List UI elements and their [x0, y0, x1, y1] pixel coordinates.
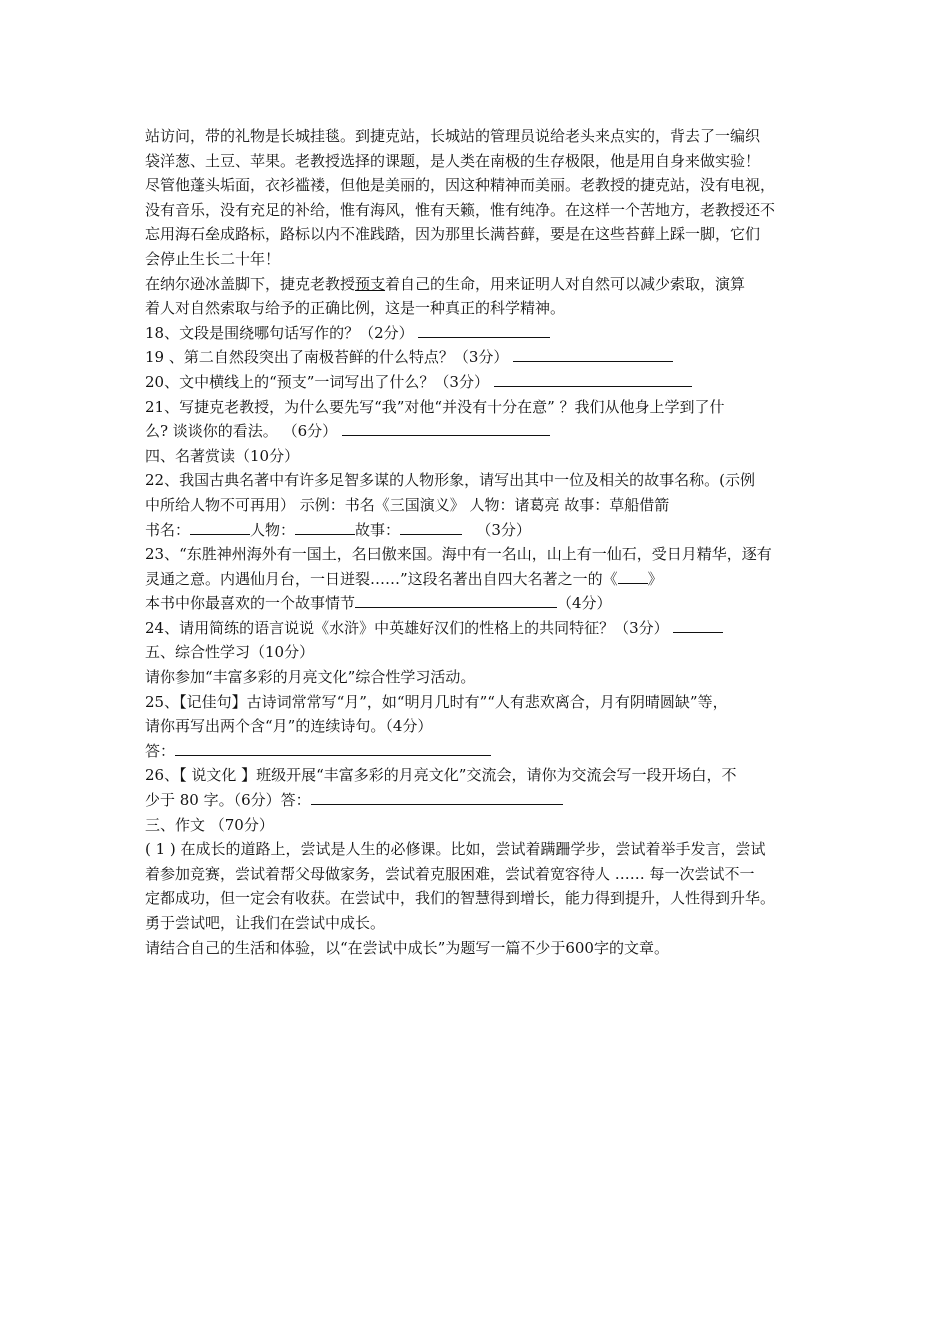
question-23-story	[145, 591, 815, 616]
underlined-word: 预支	[355, 274, 386, 293]
question-text: 20、文中横线上的“预支”一词写出了什么？（3分）	[145, 372, 489, 391]
field-label: 故事：	[355, 520, 401, 539]
score-label: （4分）	[557, 594, 612, 613]
question-text: 少于 80 字。（6分）答：	[145, 791, 311, 810]
question-26-cont	[145, 788, 815, 813]
section-intro: 请你参加“丰富多彩的月亮文化”综合性学习活动。	[145, 668, 476, 687]
passage-text: 着自己的生命，用来证明人对自然可以减少索取，演算	[385, 274, 746, 293]
essay-line: 勇于尝试吧，让我们在尝试中成长。	[145, 914, 386, 932]
question-25: 25、【记佳句】古诗词常常写“月”，如“明月几时有”“人有悲欢离合，月有阴晴圆缺”等，	[145, 692, 728, 711]
document-page	[145, 124, 815, 960]
question-text: 》	[647, 569, 663, 588]
question-text: 24、请用简练的语言说说《水浒》中英雄好汉们的性格上的共同特征？（3分）	[145, 618, 669, 637]
section-heading: 四、名著赏读（10分）	[145, 446, 300, 465]
answer-blank[interactable]	[494, 370, 692, 387]
passage-line: 尽管他蓬头垢面，衣衫褴褛，但他是美丽的，因这种精神而美丽。老教授的捷克站，没有电视，	[145, 176, 776, 195]
field-label: 书名：	[145, 520, 191, 539]
question-24	[145, 616, 815, 641]
section-heading: 三、作文 （70分）	[145, 815, 274, 834]
answer-blank[interactable]	[355, 591, 557, 608]
question-text: 19 、第二自然段突出了南极苔鲜的什么特点？（3分）	[145, 348, 509, 367]
question-18	[145, 321, 815, 346]
answer-blank[interactable]	[673, 616, 723, 633]
question-21: 21、写捷克老教授，为什么要先写“我”对他“并没有十分在意” ？我们从他身上学到了什	[145, 397, 725, 416]
essay-line: 着参加竞赛，尝试着帮父母做家务，尝试着克服困难，尝试着宽容待人 …… 每一次尝试不一	[145, 864, 755, 883]
essay-line: ( 1 ) 在成长的道路上，尝试是人生的必修课。比如，尝试着蹒跚学步，尝试着举手发言，尝试	[145, 840, 766, 859]
section-heading: 五、综合性学习（10分）	[145, 643, 315, 662]
question-25-cont: 请你再写出两个含“月”的连续诗句。（4分）	[145, 717, 433, 736]
passage-line: 会停止生长二十年！	[145, 249, 281, 268]
field-label: 人物：	[250, 520, 296, 539]
essay-prompt: 请结合自己的生活和体验，以“在尝试中成长”为题写一篇不少于600字的文章。	[145, 938, 669, 957]
passage-line: 没有音乐，没有充足的补给，惟有海风，惟有天籁，惟有纯净。在这样一个苦地方，老教授还不	[145, 200, 776, 219]
question-text: 本书中你最喜欢的一个故事情节	[145, 594, 356, 613]
passage-line: 着人对自然索取与给予的正确比例，这是一种真正的科学精神。	[145, 299, 566, 318]
question-26: 26、【 说文化 】班级开展“丰富多彩的月亮文化”交流会，请你为交流会写一段开场白，不	[145, 766, 737, 785]
question-20	[145, 370, 815, 395]
score-label: （3分）	[476, 520, 531, 539]
book-title-blank[interactable]	[618, 567, 648, 584]
question-22-answers	[145, 518, 815, 543]
essay-line: 定都成功，但一定会有收获。在尝试中，我们的智慧得到增长，能力得到提升，人性得到升华。	[145, 889, 776, 908]
question-text: 么? 谈谈你的看法。 （6分）	[145, 422, 338, 441]
passage-text: 在纳尔逊冰盖脚下，捷克老教授	[145, 274, 356, 293]
answer-blank[interactable]	[342, 419, 550, 436]
answer-label: 答：	[145, 741, 176, 760]
question-text: 灵通之意。内遇仙月台，一日迸裂……”这段名著出自四大名著之一的《	[145, 569, 618, 588]
question-23-cont	[145, 567, 815, 592]
answer-blank[interactable]	[175, 739, 491, 756]
story-blank[interactable]	[400, 518, 462, 535]
passage-line: 忘用海石垒成路标，路标以内不准践踏，因为那里长满苔藓，要是在这些苔藓上踩一脚，它们	[145, 225, 761, 244]
answer-blank[interactable]	[513, 345, 673, 362]
question-22: 22、我国古典名著中有许多足智多谋的人物形象，请写出其中一位及相关的故事名称。(示例	[145, 471, 755, 490]
question-19	[145, 345, 815, 370]
question-text: 18、文段是围绕哪句话写作的？（2分）	[145, 323, 414, 342]
passage-line: 袋洋葱、土豆、苹果。老教授选择的课题，是人类在南极的生存极限，他是用自身来做实验！	[145, 151, 761, 170]
answer-blank[interactable]	[418, 321, 550, 338]
book-name-blank[interactable]	[190, 518, 250, 535]
question-23: 23、“东胜神州海外有一国土，名曰傲来国。海中有一名山，山上有一仙石，受日月精华，逐有	[145, 545, 772, 564]
question-25-answer	[145, 739, 815, 764]
character-blank[interactable]	[295, 518, 355, 535]
passage-line: 站访问，带的礼物是长城挂毯。到捷克站，长城站的管理员说给老头来点实的，背去了一编织	[145, 127, 761, 145]
question-21-cont	[145, 419, 815, 444]
question-22-example: 中所给人物不可再用） 示例：书名《三国演义》 人物：诸葛亮 故事：草船借箭	[145, 495, 670, 514]
answer-blank[interactable]	[311, 788, 563, 805]
passage-line	[145, 272, 815, 297]
